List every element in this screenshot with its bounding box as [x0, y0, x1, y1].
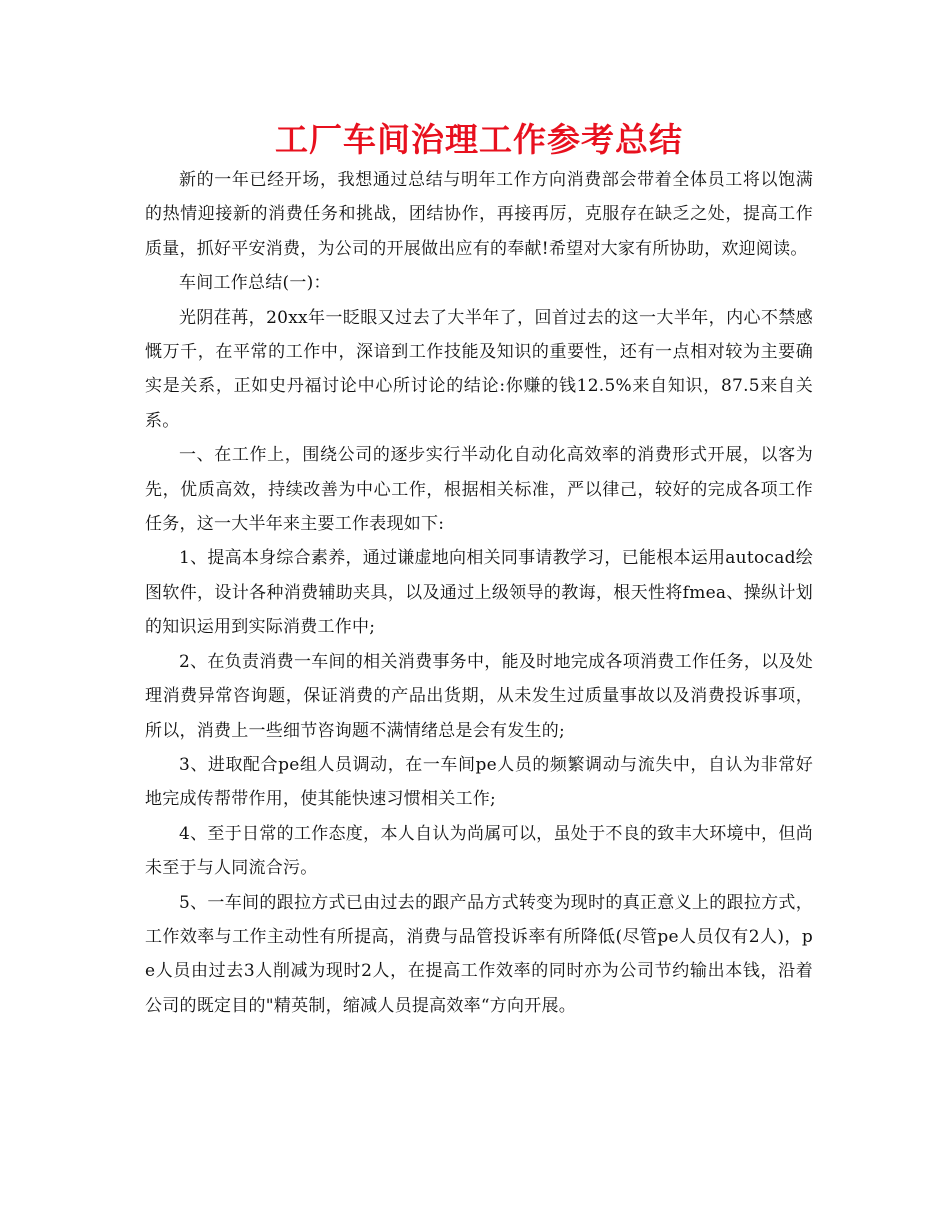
- list-item: 3、进取配合pe组人员调动，在一车间pe人员的频繁调动与流失中，自认为非常好地完成传帮带作用，使其能快速习惯相关工作;: [145, 754, 813, 810]
- document-page: [145, 118, 813, 1023]
- intro-paragraph: 新的一年已经开场，我想通过总结与明年工作方向消费部会带着全体员工将以饱满的热情迎接新的消费任务和挑战，团结协作，再接再厉，克服存在缺乏之处，提高工作质量，抓好平安消费，为公司的开展做出应有的奉献!希望对大家有所协助，欢迎阅读。: [145, 170, 813, 259]
- list-item: 4、至于日常的工作态度，本人自认为尚属可以，虽处于不良的致丰大环境中，但尚未至于与人同流合污。: [145, 823, 813, 879]
- section-heading: 车间工作总结(一)：: [179, 273, 331, 294]
- list-item: 2、在负责消费一车间的相关消费事务中，能及时地完成各项消费工作任务，以及处理消费异常咨询题，保证消费的产品出货期，从未发生过质量事故以及消费投诉事项，所以，消费上一些细节咨询题不满情绪总是会有发生的;: [145, 651, 813, 741]
- body-paragraph: 光阴荏苒，20xx年一眨眼又过去了大半年了，回首过去的这一大半年，内心不禁感慨万千，在平常的工作中，深谙到工作技能及知识的重要性，还有一点相对较为主要确实是关系，正如史丹福讨论中心所讨论的结论:你赚的钱12.5%来自知识，87.5来自关系。: [145, 307, 813, 431]
- list-item: 5、一车间的跟拉方式已由过去的跟产品方式转变为现时的真正意义上的跟拉方式，工作效率与工作主动性有所提高，消费与品管投诉率有所降低(尽管pe人员仅有2人)，pe人员由过去3人削减为现时2人，在提高工作效率的同时亦为公司节约输出本钱，沿着公司的既定目的"精英制，缩减人员提高效率“方向开展。: [145, 892, 813, 1016]
- document-title: 工厂车间治理工作参考总结: [275, 120, 683, 159]
- body-paragraph: 一、在工作上，围绕公司的逐步实行半动化自动化高效率的消费形式开展，以客为先，优质高效，持续改善为中心工作，根据相关标准，严以律己，较好的完成各项工作任务，这一大半年来主要工作表现如下:: [145, 445, 813, 535]
- list-item: 1、提高本身综合素养，通过谦虚地向相关同事请教学习，已能根本运用autocad绘图软件，设计各种消费辅助夹具，以及通过上级领导的教诲，根天性将fmea、操纵计划的知识运用到实际消费工作中;: [145, 548, 813, 638]
